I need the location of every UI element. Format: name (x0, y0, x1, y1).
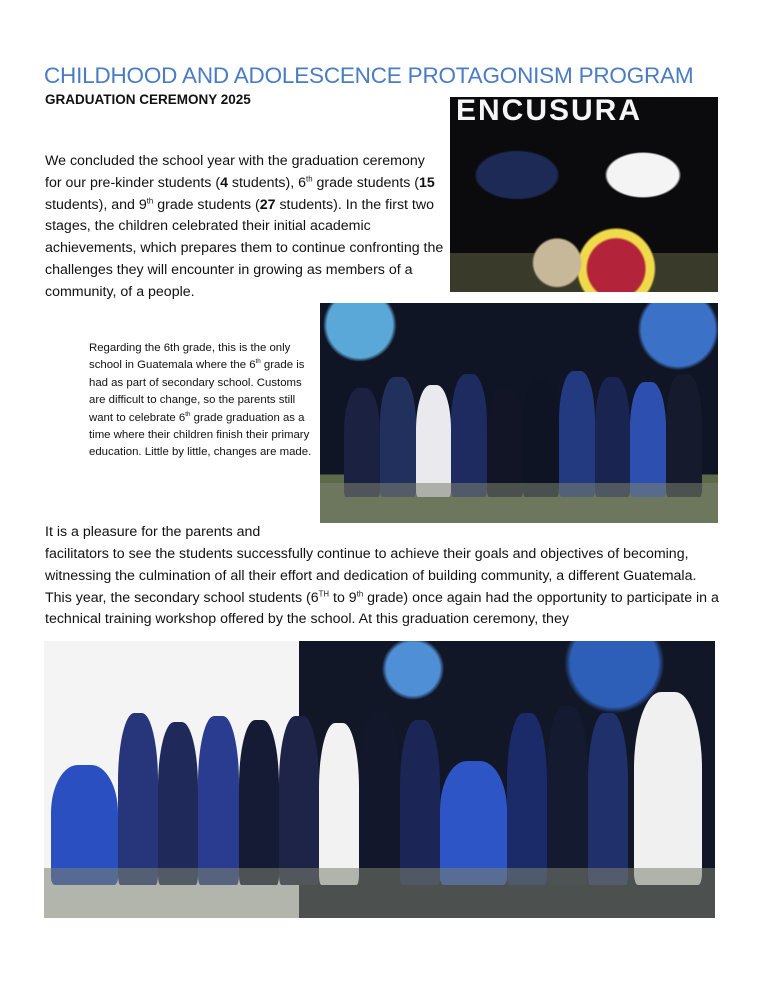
text-run: grade students ( (153, 196, 260, 213)
text-run: grade is had as part of secondary school. Customs are difficult to change, so the parents still want to celebrate 6 (89, 359, 305, 424)
ordinal-suffix: TH (318, 588, 330, 598)
ninth-grade-count: 27 (259, 196, 276, 213)
text-run: students), and 9 (45, 196, 147, 213)
text-run: facilitators to see the students successfully continue to achieve their goals and objectives of becoming, witnessing the culmination of all their effort and dedication of building community, a different Guatemala. This year, the secondary school students (6 (45, 546, 697, 606)
ordinal-suffix: th (255, 358, 261, 366)
text-run: grade students ( (312, 174, 420, 191)
ninth-grade-graduates-photo (44, 641, 715, 918)
closing-paragraph (45, 544, 725, 631)
page-title: CHILDHOOD AND ADOLESCENCE PROTAGONISM PROGRAM (44, 63, 694, 88)
page-subtitle: GRADUATION CEREMONY 2025 (45, 92, 251, 107)
pre-kinder-graduates-photo (450, 97, 718, 292)
intro-paragraph (45, 151, 445, 304)
photo-floor (44, 868, 715, 918)
text-run: grade) once again had the opportunity to participate in a technical training workshop offered by the school. At this graduation ceremony, they (45, 589, 719, 628)
text-run: students). In the first two stages, the children celebrated their initial academic achievements, which prepares them to continue confronting the challenges they will encounter in growing as members of a community, of a people. (45, 196, 444, 300)
group-of-students (44, 713, 715, 885)
text-run: grade graduation as a time where their children finish their primary education. Little by little, changes are made. (89, 411, 312, 459)
ordinal-suffix: th (146, 195, 154, 205)
ordinal-suffix: th (356, 588, 364, 598)
text-run: Regarding the 6th grade, this is the only school in Guatemala where the 6 (89, 342, 291, 372)
photo-floor (320, 483, 718, 523)
ordinal-suffix: th (306, 174, 313, 184)
text-run: to 9 (329, 589, 357, 606)
text-run: students), 6 (227, 174, 307, 191)
text-run: We concluded the school year with the graduation ceremony for our pre-kinder students ( (45, 153, 425, 191)
closing-paragraph-first-line: It is a pleasure for the parents and (45, 524, 261, 540)
sixth-grade-note (89, 340, 321, 462)
sixth-grade-count: 15 (419, 174, 435, 191)
ordinal-suffix: th (185, 410, 191, 418)
photo-banner-text: ENCUSURA (456, 97, 643, 127)
sixth-grade-graduates-photo (320, 303, 718, 523)
group-of-students (320, 360, 718, 496)
pre-kinder-count: 4 (220, 174, 228, 191)
